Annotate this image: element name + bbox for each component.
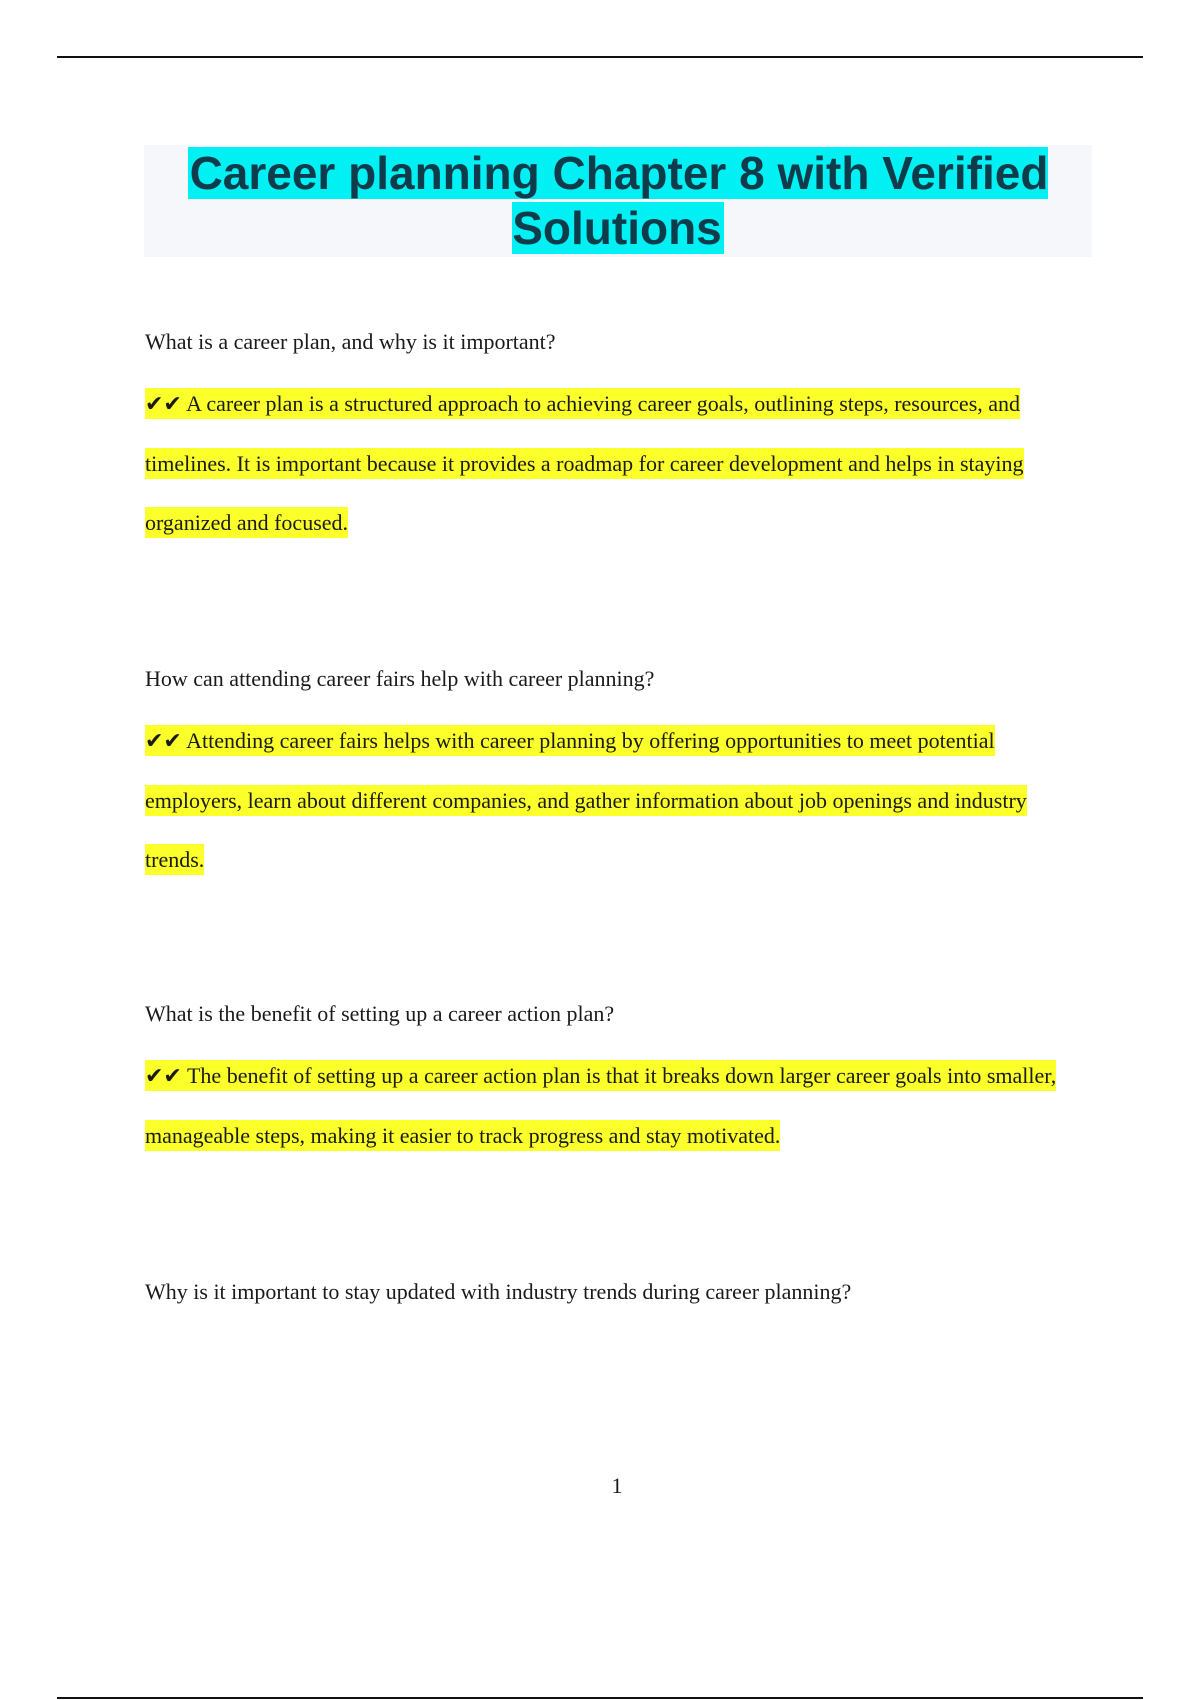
check-icon: ✔✔ [145, 392, 182, 417]
answer-1 [145, 374, 1085, 552]
question-2: How can attending career fairs help with career planning? [145, 666, 655, 691]
answer-3 [145, 1046, 1085, 1165]
check-icon: ✔✔ [145, 1064, 182, 1089]
document-title-text: Career planning Chapter 8 with Verified Solutions [189, 147, 1049, 254]
question-1: What is a career plan, and why is it important? [145, 329, 556, 354]
bottom-rule [57, 1697, 1143, 1699]
document-title [144, 146, 1092, 256]
question-3: What is the benefit of setting up a career action plan? [145, 1001, 615, 1026]
qa-item-4 [145, 1278, 1085, 1306]
answer-1-text: A career plan is a structured approach to achieving career goals, outlining steps, resources, and timelines. It is important because it provides a roadmap for career development and helps in staying organized and focused. [145, 391, 1024, 535]
answer-3-text: The benefit of setting up a career action plan is that it breaks down larger career goals into smaller, manageable steps, making it easier to track progress and stay motivated. [145, 1063, 1057, 1148]
answer-2 [145, 711, 1085, 889]
check-icon: ✔✔ [145, 729, 182, 754]
top-rule [57, 56, 1143, 58]
qa-item-1 [145, 328, 1085, 535]
page-number: 1 [611, 1473, 623, 1498]
qa-item-3 [145, 1000, 1085, 1148]
answer-2-text: Attending career fairs helps with career planning by offering opportunities to meet potential employers, learn about different companies, and gather information about job openings and industry trends. [145, 728, 1027, 872]
qa-item-2 [145, 665, 1085, 872]
question-4: Why is it important to stay updated with industry trends during career planning? [145, 1279, 852, 1304]
